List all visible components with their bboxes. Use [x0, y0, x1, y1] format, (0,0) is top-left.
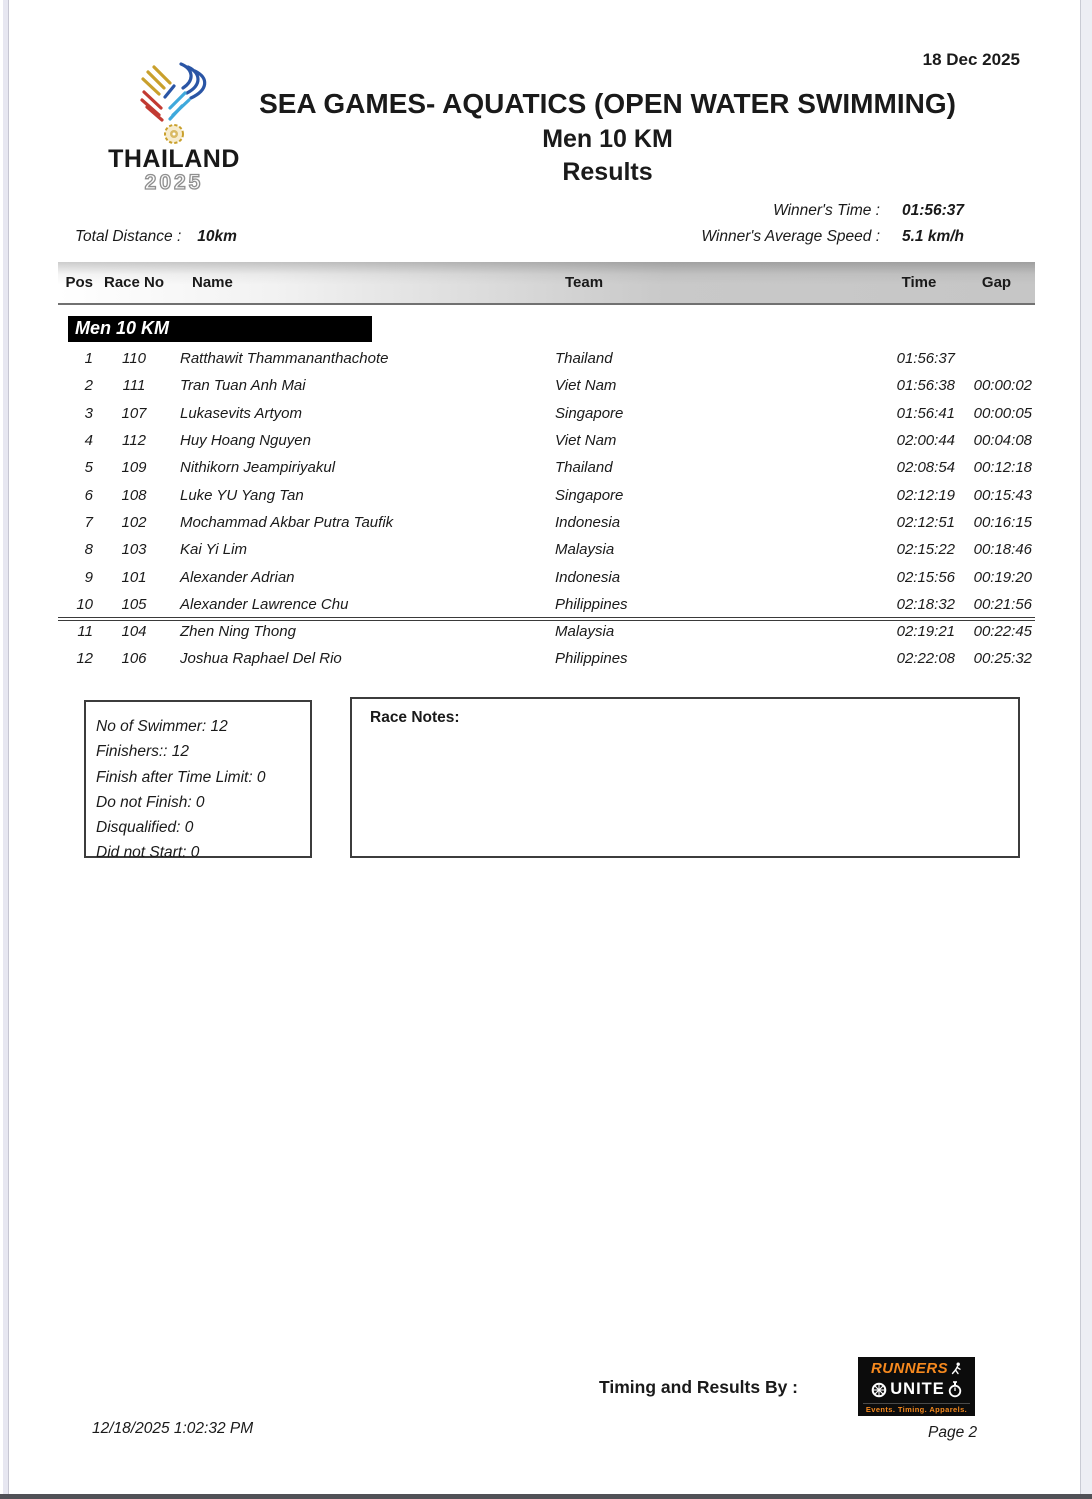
footer-page-number: Page 2 — [928, 1424, 978, 1441]
table-header-row — [58, 262, 1035, 305]
cell-gap: 00:04:08 — [973, 432, 1032, 450]
race-notes-label: Race Notes: — [370, 709, 460, 726]
cell-team: Malaysia — [555, 623, 615, 641]
winners-avg-speed-row — [548, 228, 978, 246]
cell-race-no: 104 — [121, 623, 147, 641]
table-row — [58, 481, 1035, 508]
cell-name: Alexander Adrian — [180, 568, 295, 586]
cell-race-no: 105 — [121, 595, 147, 613]
results-title: Results — [562, 158, 653, 186]
runners-unite-tagline: Events. Timing. Apparels. — [863, 1403, 970, 1415]
cell-time: 02:00:44 — [896, 432, 955, 450]
cell-gap: 00:15:43 — [973, 486, 1032, 504]
cell-time: 02:08:54 — [896, 459, 955, 477]
runners-unite-logo — [858, 1357, 975, 1416]
page-left-edge — [3, 0, 9, 1499]
cell-pos: 7 — [84, 513, 93, 531]
cell-time: 01:56:41 — [896, 404, 955, 422]
cell-pos: 2 — [84, 377, 93, 395]
race-stats-box — [84, 700, 312, 862]
cell-pos: 5 — [84, 459, 93, 477]
winners-time-value: 01:56:37 — [902, 202, 965, 219]
stats-line: No of Swimmer: 12 — [96, 718, 228, 735]
cell-team: Singapore — [555, 486, 624, 504]
runners-text: RUNNERS — [871, 1360, 948, 1377]
cell-team: Malaysia — [555, 541, 615, 559]
cell-race-no: 101 — [121, 568, 147, 586]
cell-name: Huy Hoang Nguyen — [180, 432, 311, 450]
cell-team: Philippines — [555, 650, 628, 668]
event-title: SEA GAMES- AQUATICS (OPEN WATER SWIMMING) — [259, 88, 956, 119]
cell-time: 01:56:37 — [896, 350, 955, 368]
cell-team: Philippines — [555, 595, 628, 613]
cell-race-no: 110 — [122, 350, 146, 368]
cell-pos: 6 — [84, 486, 93, 504]
table-row — [58, 454, 1035, 481]
header-name: Name — [192, 274, 233, 291]
document-date: 18 Dec 2025 — [922, 50, 1020, 69]
cell-race-no: 108 — [121, 486, 147, 504]
cell-name: Joshua Raphael Del Rio — [180, 650, 342, 668]
cell-gap: 00:19:20 — [973, 568, 1032, 586]
cell-pos: 8 — [84, 541, 93, 559]
table-row — [58, 372, 1035, 399]
cell-team: Thailand — [555, 459, 613, 477]
total-distance-value: 10km — [197, 228, 237, 245]
page-bottom-edge — [0, 1494, 1092, 1499]
timing-credit-label: Timing and Results By : — [599, 1377, 799, 1397]
winners-avg-speed-value: 5.1 km/h — [902, 228, 965, 245]
cell-team: Viet Nam — [555, 432, 617, 450]
cell-pos: 1 — [84, 350, 93, 368]
cell-race-no: 111 — [122, 377, 146, 395]
cell-name: Alexander Lawrence Chu — [180, 595, 349, 613]
cell-name: Nithikorn Jeampiriyakul — [180, 459, 336, 477]
cell-race-no: 109 — [121, 459, 147, 477]
header-gap: Gap — [981, 274, 1012, 291]
cell-pos: 9 — [84, 568, 93, 586]
cell-team: Indonesia — [555, 568, 621, 586]
table-row — [58, 509, 1035, 536]
cell-pos: 12 — [76, 650, 93, 668]
footer-timestamp: 12/18/2025 1:02:32 PM — [92, 1420, 254, 1437]
section-bar: Men 10 KM — [68, 316, 372, 342]
runner-icon — [950, 1362, 962, 1376]
table-row — [58, 427, 1035, 454]
header-race-no: Race No — [103, 274, 165, 291]
table-row — [58, 645, 1035, 672]
table-row — [58, 536, 1035, 563]
stats-line: Disqualified: 0 — [96, 819, 194, 837]
table-row — [58, 345, 1035, 372]
stats-line: Finish after Time Limit: 0 — [96, 768, 266, 786]
cell-name: Kai Yi Lim — [180, 541, 247, 559]
cell-time: 02:12:51 — [896, 513, 955, 531]
cell-name: Ratthawit Thammananthachote — [180, 350, 389, 368]
cell-gap: 00:12:18 — [973, 459, 1032, 477]
winners-time-row — [548, 202, 978, 220]
cell-time: 01:56:38 — [896, 377, 955, 395]
title-block — [145, 88, 1070, 187]
winners-time-label: Winner's Time : — [773, 202, 880, 219]
table-row — [58, 400, 1035, 427]
wheel-icon — [871, 1382, 887, 1398]
cell-race-no: 112 — [122, 432, 146, 450]
cell-time: 02:15:56 — [896, 568, 955, 586]
runners-unite-line2 — [863, 1380, 970, 1399]
cell-time: 02:18:32 — [896, 595, 955, 613]
table-row — [58, 591, 1035, 618]
cell-time: 02:12:19 — [896, 486, 955, 504]
cell-race-no: 102 — [121, 513, 147, 531]
cell-race-no: 103 — [121, 541, 147, 559]
header-pos: Pos — [65, 274, 93, 291]
cell-name: Luke YU Yang Tan — [180, 486, 304, 504]
cell-time: 02:22:08 — [896, 650, 955, 668]
cell-gap: 00:00:02 — [973, 377, 1032, 395]
top10-separator — [58, 617, 1035, 621]
cell-name: Mochammad Akbar Putra Taufik — [180, 513, 394, 531]
cell-gap: 00:00:05 — [973, 404, 1032, 422]
cell-team: Indonesia — [555, 513, 621, 531]
winners-avg-speed-label: Winner's Average Speed : — [701, 228, 880, 245]
cell-pos: 3 — [84, 404, 93, 422]
cell-gap: 00:22:45 — [973, 623, 1032, 641]
race-notes-box — [350, 697, 1020, 858]
cell-gap: 00:21:56 — [973, 595, 1032, 613]
cell-name: Lukasevits Artyom — [180, 404, 302, 422]
cell-name: Tran Tuan Anh Mai — [180, 377, 306, 395]
cell-gap: 00:16:15 — [973, 513, 1032, 531]
cell-race-no: 107 — [121, 404, 147, 422]
cell-pos: 11 — [77, 623, 93, 641]
stats-line: Do not Finish: 0 — [96, 793, 205, 811]
cell-race-no: 106 — [121, 650, 147, 668]
cell-pos: 4 — [84, 432, 93, 450]
cell-team: Viet Nam — [555, 377, 617, 395]
cell-time: 02:15:22 — [896, 541, 955, 559]
logo-year-text: 2025 — [144, 171, 204, 194]
total-distance-label: Total Distance : — [75, 228, 182, 245]
results-rows — [58, 345, 1035, 673]
cell-gap: 00:18:46 — [973, 541, 1032, 559]
unite-text: UNITE — [890, 1380, 945, 1399]
stats-line: Did not Start: 0 — [96, 844, 200, 862]
table-row — [58, 618, 1035, 645]
logo-country-text: THAILAND — [108, 145, 240, 173]
header-team: Team — [565, 274, 604, 291]
cell-pos: 10 — [76, 595, 93, 613]
page-right-edge — [1080, 0, 1092, 1499]
cell-team: Thailand — [555, 350, 613, 368]
table-row — [58, 563, 1035, 590]
cell-team: Singapore — [555, 404, 624, 422]
stats-line: Finishers:: 12 — [96, 743, 190, 761]
cell-gap: 00:25:32 — [973, 650, 1032, 668]
header-time: Time — [901, 274, 937, 291]
runners-unite-line1 — [863, 1360, 970, 1377]
cell-name: Zhen Ning Thong — [180, 623, 296, 641]
stopwatch-icon — [948, 1381, 962, 1398]
results-table — [58, 262, 1035, 673]
cell-time: 02:19:21 — [896, 623, 955, 641]
total-distance-row — [75, 228, 237, 246]
race-title: Men 10 KM — [542, 125, 673, 153]
